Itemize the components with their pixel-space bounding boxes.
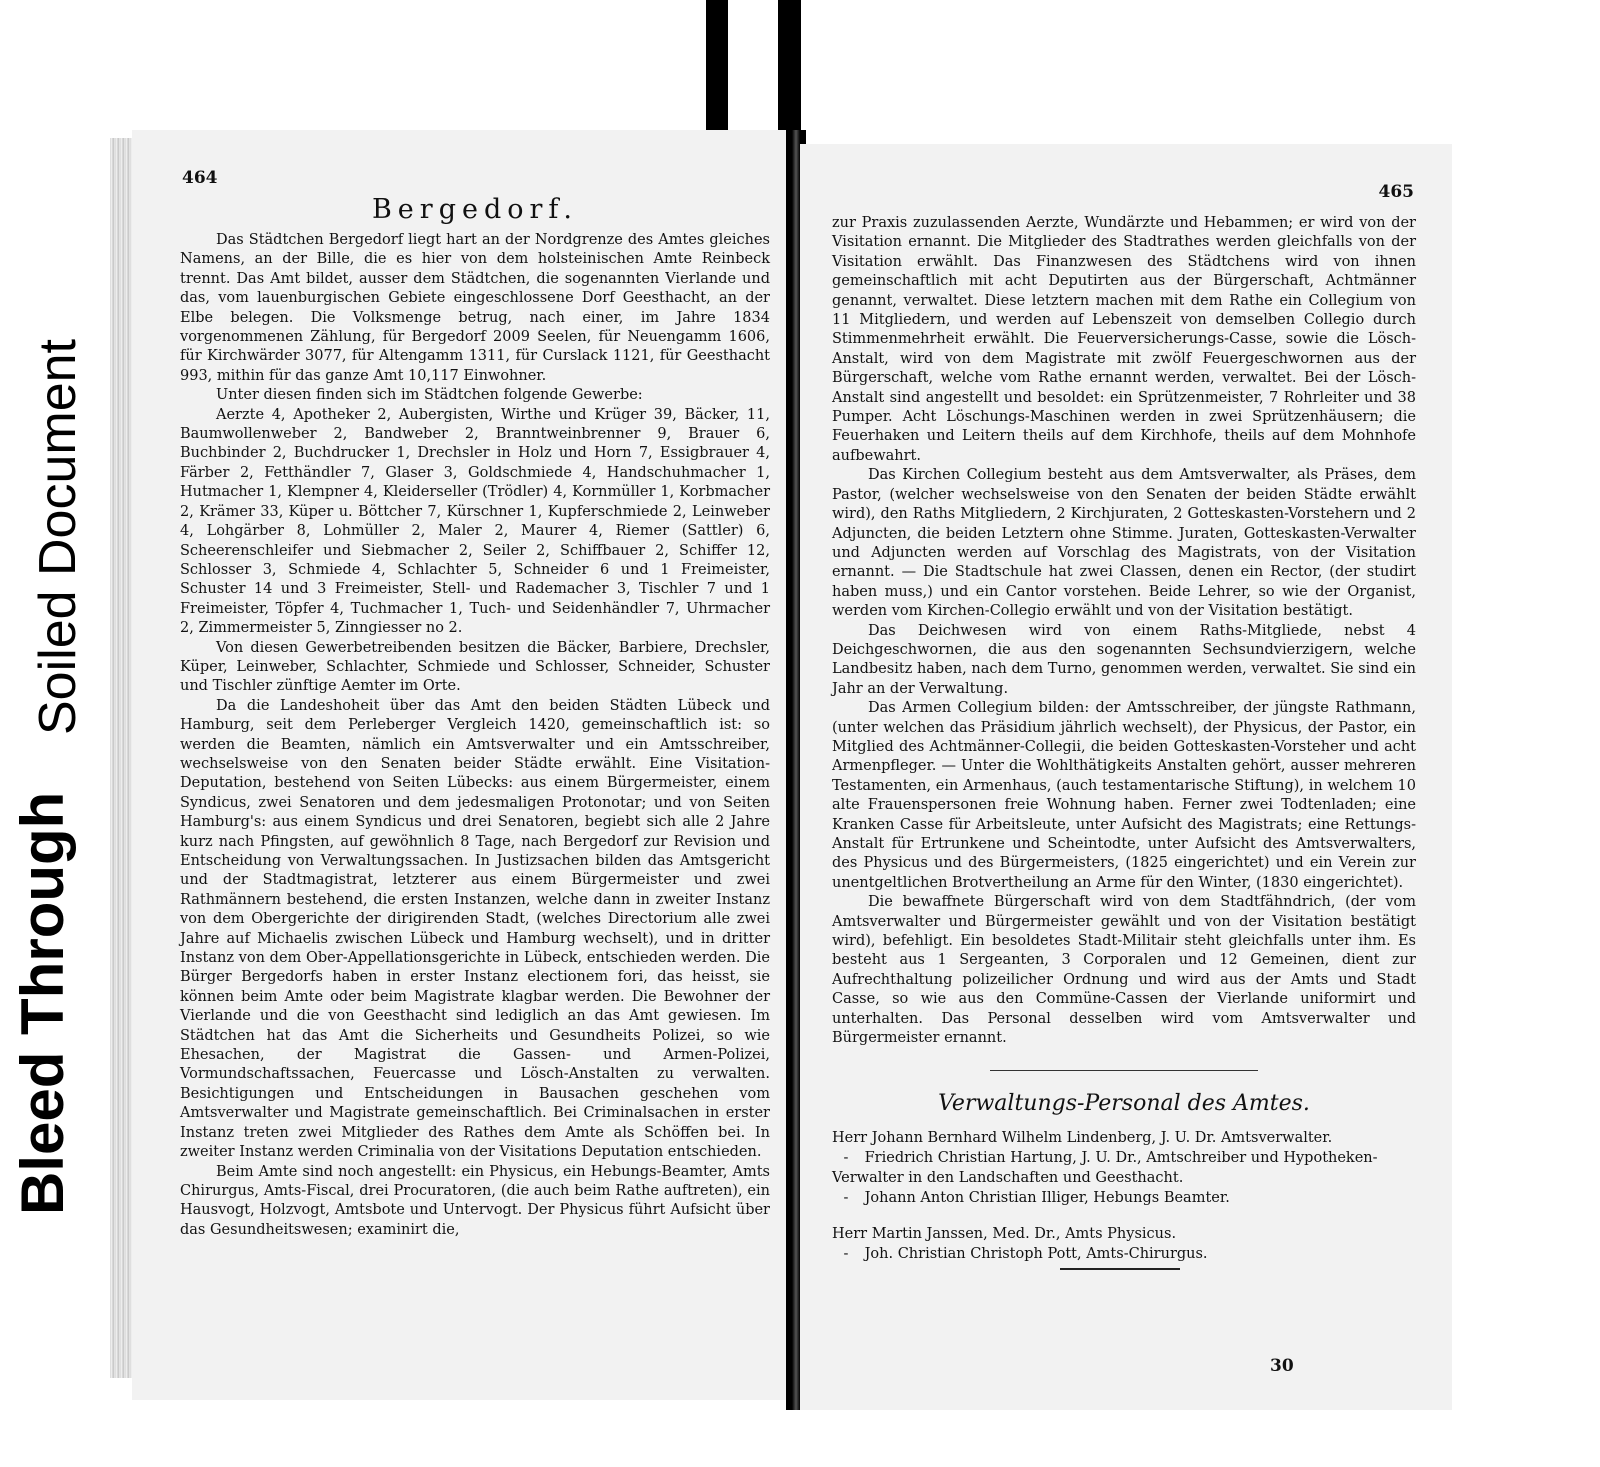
staff-prefix: - <box>843 1150 849 1167</box>
staff-prefix: Herr <box>832 1130 868 1147</box>
paragraph: Das Deichwesen wird von einem Raths-Mitgliede, nebst 4 Deichgeschwornen, die aus den sogenannten Sechsundvierzigern, welche Landbesitz haben, nach dem Turno, genommen werden, verwaltet. Sie sind ein Jahr an der Verwaltung. <box>832 622 1416 697</box>
staff-heading: Verwaltungs-Personal des Amtes. <box>938 1091 1310 1117</box>
soiled-document-label: Soiled Document <box>29 339 87 735</box>
staff-block-medical <box>832 1224 1416 1270</box>
section-divider <box>990 1070 1259 1071</box>
signature-mark: 30 <box>1270 1356 1294 1376</box>
staff-name: Friedrich Christian Hartung, J. U. Dr., Amtschreiber und Hypotheken-Verwalter in den Landschaften und Geesthacht. <box>832 1150 1378 1187</box>
staff-entry <box>832 1244 1416 1264</box>
staff-prefix: - <box>843 1246 849 1263</box>
staff-name: Martin Janssen, Med. Dr., Amts Physicus. <box>871 1226 1177 1243</box>
staff-prefix: Herr <box>832 1226 868 1243</box>
staff-entry <box>832 1188 1416 1208</box>
paragraph: Unter diesen finden sich im Städtchen folgende Gewerbe: <box>216 387 643 404</box>
staff-name: Joh. Christian Christoph Pott, Amts-Chirurgus. <box>864 1246 1208 1263</box>
staff-name: Johann Bernhard Wilhelm Lindenberg, J. U. Dr. Amtsverwalter. <box>871 1130 1333 1147</box>
paragraph: Da die Landeshoheit über das Amt den beiden Städten Lübeck und Hamburg, seit dem Perleberger Vergleich 1420, gemeinschaftlich ist: so werden die Beamten, nämlich ein Amtsverwalter und ein Amtsschreiber, wechselsweise von den Senaten beider Städte erwählt. Eine Visitation-Deputation, bestehend von Seiten Lübecks: aus einem Bürgermeister, einem Syndicus, zwei Senatoren und dem jedesmaligen Protonotar; und von Seiten Hamburg's: aus einem Syndicus und drei Senatoren, begiebt sich alle 2 Jahre kurz nach Pfingsten, auf gewöhnlich 8 Tage, nach Bergedorf zur Revision und Entscheidung von Verwaltungssachen. In Justizsachen bilden das Amtsgericht und der Stadtmagistrat, letzterer aus einem Bürgermeister und zwei Rathmännern bestehend, die ersten Instanzen, welche dann in zweiter Instanz von dem Obergerichte der dirigirenden Stadt, (welches Directorium alle zwei Jahre auf Michaelis zwischen Lübeck und Hamburg wechselt), und in dritter Instanz von dem Ober-Appellationsgerichte in Lübeck, entschieden werden. Die Bürger Bergedorfs haben in erster Instanz electionem fori, das heisst, sie können beim Amte oder beim Magistrate klagbar werden. Die Bewohner der Vierlande und die von Geesthacht sind lediglich an das Amt gewiesen. Im Städtchen hat das Amt die Sicherheits und Gesundheits Polizei, so wie Ehesachen, der Magistrat die Gassen- und Armen-Polizei, Vormundschaftssachen, Feuercasse und Lösch-Anstalten zu verwalten. Besichtigungen und Entscheidungen in Bausachen geschehen vom Amtsverwalter und Magistrate gemeinschaftlich. Bei Criminalsachen in erster Instanz treten zwei Mitglieder des Rathes dem Amte als Schöffen bei. In zweiter Instanz werden Criminalia von der Visitations Deputation entschieden. <box>180 697 770 1161</box>
paragraph: Beim Amte sind noch angestellt: ein Physicus, ein Hebungs-Beamter, Amts Chirurgus, Amts-Fiscal, drei Procuratoren, (die auch beim Rathe auftreten), ein Hausvogt, Holzvogt, Amtsbote und Untervogt. Der Physicus führt Aufsicht über das Gesundheitswesen; examinirt die, <box>180 1163 770 1238</box>
paragraph: zur Praxis zuzulassenden Aerzte, Wundärzte und Hebammen; er wird von der Visitation ernannt. Die Mitglieder des Stadtrathes werden gleichfalls von der Visitation erwählt. Das Finanzwesen des Städtchens wird von ihnen gemeinschaftlich mit acht Deputirten aus der Bürgerschaft, Achtmänner genannt, verwaltet. Diese letztern machen mit dem Rathe ein Collegium von 11 Mitgliedern, und werden auf Lebenszeit von demselben Collegio durch Stimmenmehrheit erwählt. Die Feuerversicherungs-Casse, sowie die Lösch-Anstalt, wird von dem Magistrate mit zwölf Feuergeschwornen aus der Bürgerschaft, welche vom Rathe ernannt werden, verwaltet. Bei der Lösch-Anstalt sind angestellt und besoldet: ein Sprützenmeister, 7 Rohrleiter und 38 Pumper. Acht Löschungs-Maschinen werden in zwei Sprützenhäusern; die Feuerhaken und Leitern theils auf dem Kirchhofe, theils auf dem Mohnhofe aufbewahrt. <box>832 215 1416 464</box>
closing-rule <box>1060 1268 1180 1270</box>
side-labels <box>0 0 110 1467</box>
page-number-left: 464 <box>182 168 218 188</box>
scan-top-band-gap <box>728 0 778 150</box>
left-page <box>132 130 792 1400</box>
paragraph: Von diesen Gewerbetreibenden besitzen die Bäcker, Barbiere, Drechsler, Küper, Leinweber, Schlachter, Schmiede und Schlosser, Schneider, Schuster und Tischler zünftige Aemter im Orte. <box>180 639 770 695</box>
paragraph: Das Städtchen Bergedorf liegt hart an der Nordgrenze des Amtes gleiches Namens, an der Bille, die es hier von dem holsteinischen Amte Reinbeck trennt. Das Amt bildet, ausser dem Städtchen, die sogenannten Vierlande und das, vom lauenburgischen Gebiete eingeschlossene Dorf Geesthacht, an der Elbe belegen. Die Volksmenge betrug, nach einer, im Jahre 1834 vorgenommenen Zählung, für Bergedorf 2009 Seelen, für Neuengamm 1606, für Kirchwärder 3077, für Altengamm 1311, für Curslack 1121, für Geesthacht 993, mithin für das ganze Amt 10,117 Einwohner. <box>180 232 770 384</box>
bleed-through-label: Bleed Through <box>9 791 76 1215</box>
staff-entry <box>832 1224 1416 1244</box>
paragraph: Aerzte 4, Apotheker 2, Aubergisten, Wirthe und Krüger 39, Bäcker, 11, Baumwollenweber 2, Bandweber 2, Branntweinbrenner 9, Brauer 6, Buchbinder 2, Buchdrucker 1, Drechsler in Holz und Horn 7, Essigbrauer 4, Färber 2, Fetthändler 7, Glaser 3, Goldschmiede 4, Handschuhmacher 1, Hutmacher 1, Klempner 4, Kleiderseller (Trödler) 4, Kornmüller 1, Korbmacher 2, Krämer 33, Küper u. Böttcher 7, Kürschner 1, Kupferschmiede 2, Leinweber 4, Lohgärber 8, Lohmüller 2, Maler 2, Maurer 4, Riemer (Sattler) 6, Scheerenschleifer und Siebmacher 2, Seiler 2, Schiffbauer 2, Schiffer 12, Schlosser 3, Schmiede 4, Schlachter 5, Schneider 6 und 1 Freimeister, Schuster 14 und 3 Freimeister, Stell- und Rademacher 3, Tischler 7 und 1 Freimeister, Töpfer 4, Tuchmacher 1, Tuch- und Seidenhändler 7, Uhrmacher 2, Zimmermeister 5, Zinngiesser no 2. <box>180 406 770 637</box>
page-title: Bergedorf. <box>371 194 579 225</box>
staff-prefix: - <box>843 1190 849 1207</box>
right-page-body <box>832 214 1416 1048</box>
paragraph: Das Armen Collegium bilden: der Amtsschreiber, der jüngste Rathmann, (unter welchen das Präsidium jährlich wechselt), der Physicus, der Pastor, ein Mitglied des Achtmänner-Collegii, die beiden Gotteskasten-Vorsteher und acht Armenpfleger. — Unter die Wohlthätigkeits Anstalten gehört, ausser mehreren Testamenten, ein Armenhaus, (auch testamentarische Stiftung), in welchem 10 alte Frauenspersonen freie Wohnung haben. Ferner zwei Todtenladen; eine Kranken Casse für Arbeitsleute, unter Aufsicht des Magistrats; eine Rettungs-Anstalt für Ertrunkene und Scheintodte, unter Aufsicht des Amtsverwalters, des Physicus und des Bürgermeisters, (1825 eingerichtet) und ein Verein zur unentgeltlichen Brotvertheilung an Arme für den Winter, (1830 eingerichtet). <box>832 700 1416 891</box>
open-book <box>110 130 1460 1410</box>
staff-entry <box>832 1128 1416 1148</box>
right-page <box>800 144 1452 1410</box>
staff-block-administration <box>832 1128 1416 1208</box>
staff-name: Johann Anton Christian Illiger, Hebungs Beamter. <box>864 1190 1230 1207</box>
staff-entry <box>832 1148 1416 1188</box>
page-number-right: 465 <box>1378 182 1414 202</box>
page-edges <box>110 138 132 1378</box>
paragraph: Die bewaffnete Bürgerschaft wird von dem Stadtfähndrich, (der vom Amtsverwalter und Bürgermeister gewählt und von der Visitation bestätigt wird), befehligt. Ein besoldetes Stadt-Militair steht gleichfalls unter ihm. Es besteht aus 1 Sergeanten, 3 Corporalen und 12 Gemeinen, dient zur Aufrechthaltung polizeilicher Ordnung und wird aus der Amts und Stadt Casse, so wie aus den Commüne-Cassen der Vierlande uniformirt und unterhalten. Das Personal desselben wird vom Amtsverwalter und Bürgermeister ernannt. <box>832 894 1416 1047</box>
paragraph: Das Kirchen Collegium besteht aus dem Amtsverwalter, als Präses, dem Pastor, (welcher wechselsweise von den Senaten der beiden Städte erwählt wird), den Raths Mitgliedern, 2 Kirchjuraten, 2 Gotteskasten-Vorstehern und 2 Adjuncten, die beiden Letztern ohne Stimme. Juraten, Gotteskasten-Verwalter und Adjuncten werden auf Vorschlag des Magistrats, von der Visitation ernannt. — Die Stadtschule hat zwei Classen, denen ein Rector, (der studirt haben muss,) und ein Cantor vorstehen. Beide Lehrer, so wie der Organist, werden vom Kirchen-Collegio erwählt und von der Visitation bestätigt. <box>832 467 1416 620</box>
